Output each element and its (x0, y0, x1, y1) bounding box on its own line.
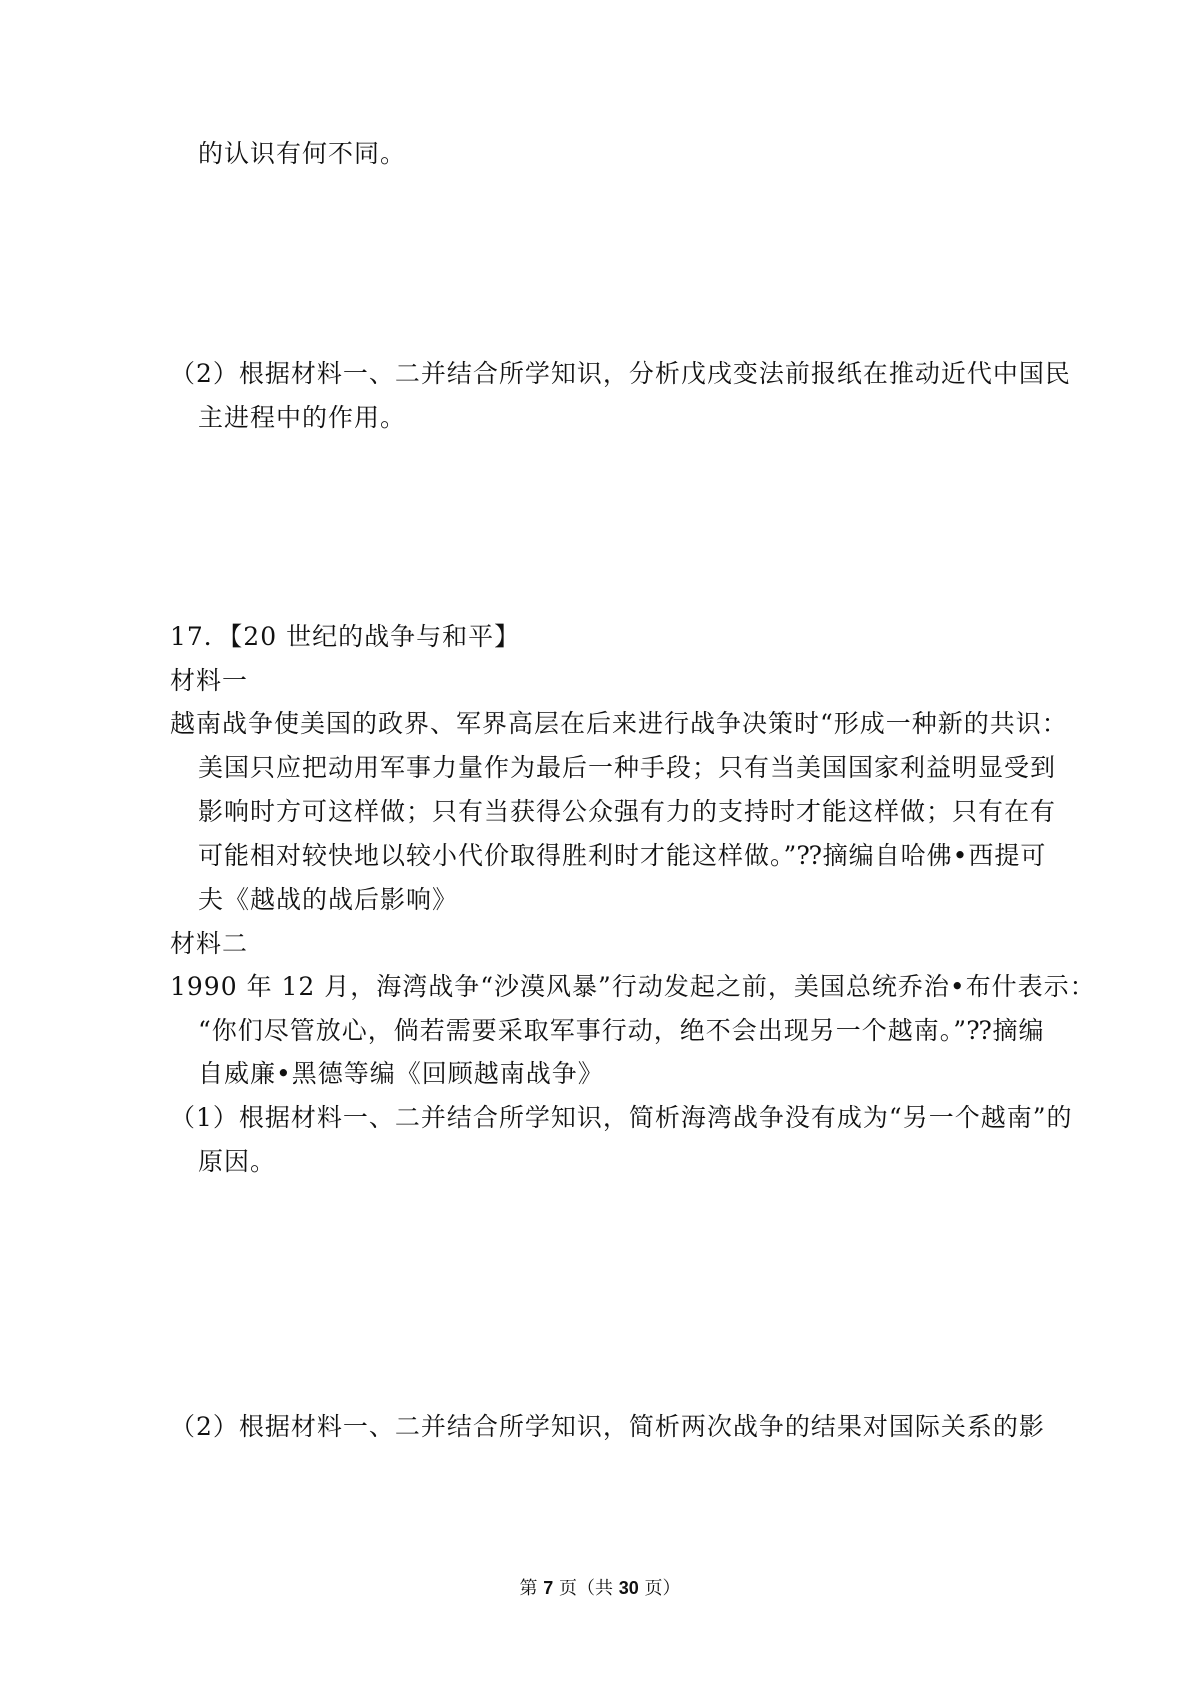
footer-prefix: 第 (519, 1578, 544, 1599)
text-line: （1）根据材料一、二并结合所学知识，简析海湾战争没有成为“另一个越南”的 (170, 1103, 1073, 1132)
question-heading: 17．【20 世纪的战争与和平】 (170, 622, 521, 651)
text-line: 自威廉•黑德等编《回顾越南战争》 (198, 1059, 604, 1088)
text-line: 可能相对较快地以较小代价取得胜利时才能这样做。”⁇摘编自哈佛•西提可 (198, 841, 1047, 870)
text-line: 的认识有何不同。 (198, 139, 407, 168)
text-line: 主进程中的作用。 (198, 403, 407, 432)
text-line: 原因。 (198, 1147, 277, 1176)
page-number: 7 (543, 1578, 554, 1598)
text-line: 1990 年 12 月，海湾战争“沙漠风暴”行动发起之前，美国总统乔治•布什表示： (170, 972, 1096, 1001)
text-line: （2）根据材料一、二并结合所学知识，分析戊戌变法前报纸在推动近代中国民 (170, 359, 1071, 388)
text-line: 美国只应把动用军事力量作为最后一种手段；只有当美国国家利益明显受到 (198, 753, 1057, 782)
text-line: 越南战争使美国的政界、军界高层在后来进行战争决策时“形成一种新的共识： (170, 709, 1068, 738)
page-footer (0, 1576, 1200, 1601)
footer-middle: 页（共 (553, 1578, 619, 1599)
text-line: 夫《越战的战后影响》 (198, 885, 459, 914)
text-line: （2）根据材料一、二并结合所学知识，简析两次战争的结果对国际关系的影 (170, 1412, 1045, 1441)
text-line: 影响时方可这样做；只有当获得公众强有力的支持时才能这样做；只有在有 (198, 797, 1057, 826)
footer-suffix: 页） (638, 1578, 681, 1599)
page-total: 30 (618, 1578, 639, 1598)
material-label: 材料一 (170, 666, 249, 695)
material-label: 材料二 (170, 929, 249, 958)
text-line: “你们尽管放心，倘若需要采取军事行动，绝不会出现另一个越南。”⁇摘编 (198, 1016, 1045, 1045)
